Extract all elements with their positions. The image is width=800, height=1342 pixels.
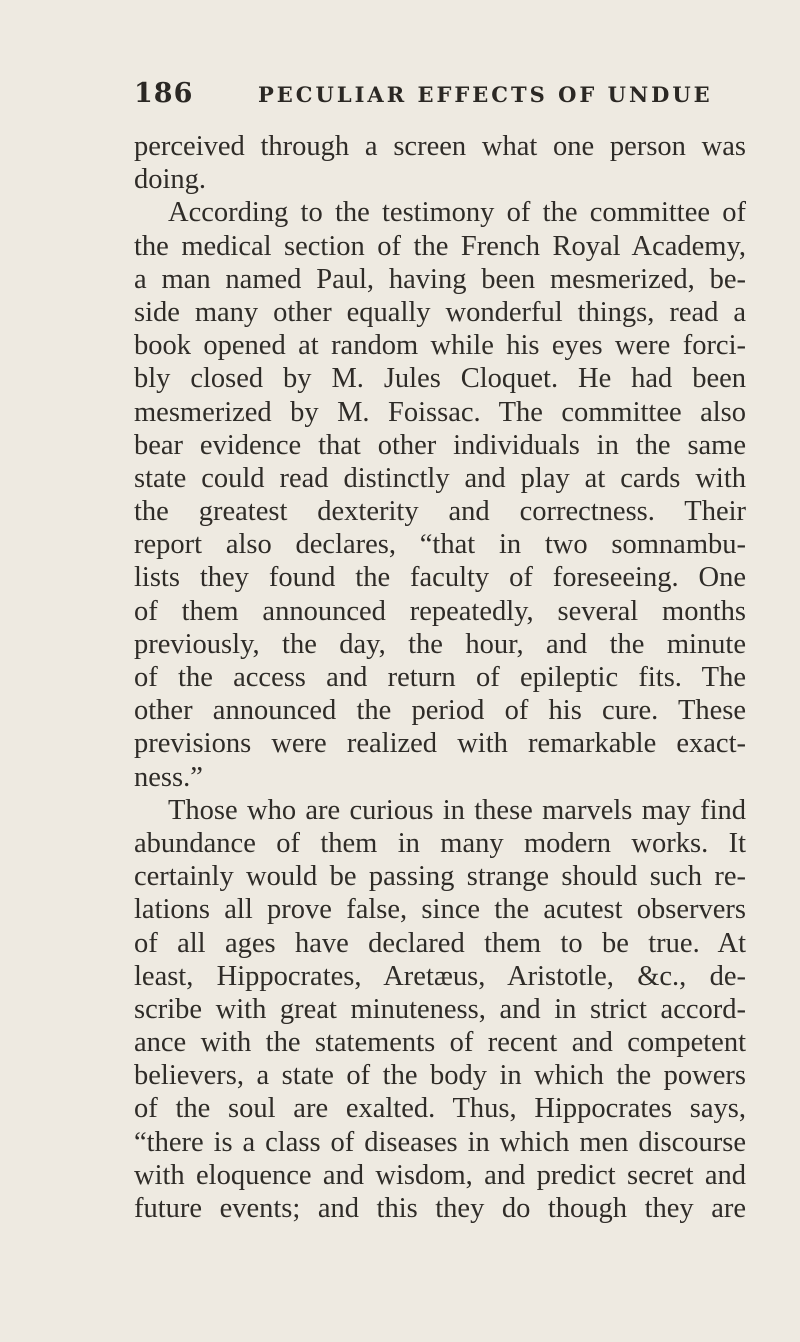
text-line: doing.: [134, 164, 207, 196]
text-line: perceived through a screen what one person was: [134, 131, 746, 162]
page-number: 186: [134, 78, 194, 109]
paragraph: [134, 196, 746, 793]
text-line: report also declares, “that in two somnambu-: [134, 529, 746, 561]
text-line: the greatest dexterity and correctness. Their: [134, 496, 746, 528]
text-line: previsions were realized with remarkable exact-: [134, 728, 746, 760]
running-head: PECULIAR EFFECTS OF UNDUE: [258, 82, 713, 107]
text-line: previously, the day, the hour, and the minute: [134, 628, 746, 660]
text-line: believers, a state of the body in which the powers: [134, 1060, 746, 1092]
text-line: least, Hippocrates, Aretæus, Aristotle, &c., de-: [134, 960, 746, 992]
text-line: certainly would be passing strange should such re-: [134, 861, 746, 893]
paragraph: [134, 794, 746, 1225]
text-line: of them announced repeatedly, several months: [134, 595, 746, 627]
text-line: other announced the period of his cure. These: [134, 695, 746, 727]
text-line: Those who are curious in these marvels may find: [168, 794, 746, 826]
text-line: book opened at random while his eyes were forci-: [134, 330, 746, 362]
text-line: According to the testimony of the committee of: [168, 197, 746, 229]
text-line: lations all prove false, since the acutest observers: [134, 894, 746, 926]
text-line: a man named Paul, having been mesmerized, be-: [134, 263, 746, 295]
text-line: ance with the statements of recent and competent: [134, 1027, 746, 1059]
text-line: “there is a class of diseases in which men discourse: [134, 1126, 746, 1158]
text-line: mesmerized by M. Foissac. The committee also: [134, 396, 746, 428]
text-line: with eloquence and wisdom, and predict secret and: [134, 1159, 746, 1191]
text-line: bear evidence that other individuals in the same: [134, 429, 746, 461]
text-line: of all ages have declared them to be true. At: [134, 927, 746, 959]
text-line: the medical section of the French Royal Academy,: [134, 230, 746, 262]
text-line: future events; and this they do though they are: [134, 1193, 746, 1224]
text-line: lists they found the faculty of foreseeing. One: [134, 562, 746, 594]
text-line: bly closed by M. Jules Cloquet. He had been: [134, 363, 746, 395]
text-line: ness.”: [134, 761, 203, 793]
text-line: of the soul are exalted. Thus, Hippocrates says,: [134, 1093, 746, 1125]
text-line: abundance of them in many modern works. It: [134, 827, 746, 859]
text-line: state could read distinctly and play at cards with: [134, 462, 746, 494]
text-line: scribe with great minuteness, and in strict accord-: [134, 993, 746, 1025]
text-line: of the access and return of epileptic fits. The: [134, 662, 746, 693]
body-text: [134, 130, 746, 1225]
text-line: side many other equally wonderful things, read a: [134, 296, 746, 328]
paragraph: [134, 130, 746, 196]
page-header: [134, 78, 754, 118]
